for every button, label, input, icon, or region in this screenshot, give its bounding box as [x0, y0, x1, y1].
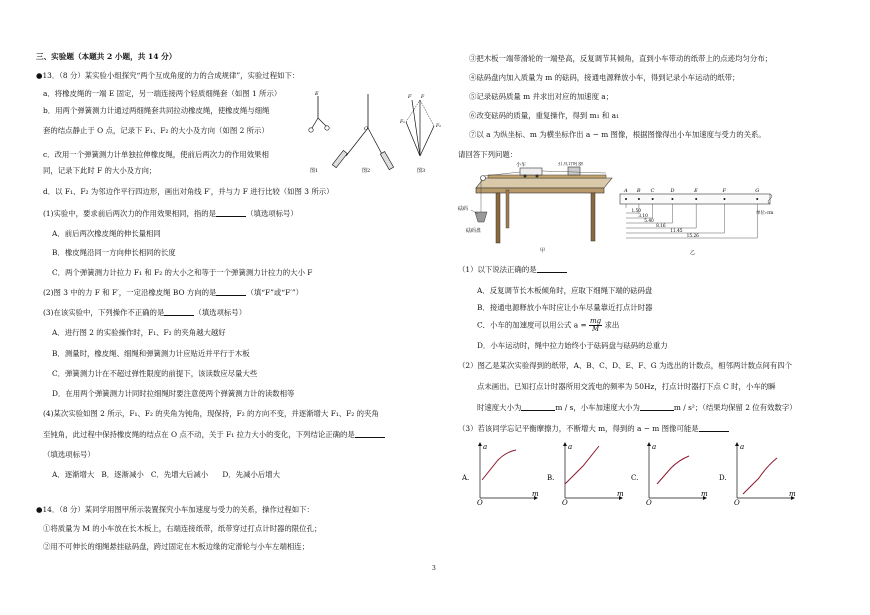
- tape-point: [723, 198, 725, 200]
- q13-part1-option-a: A．前后两次橡皮绳的伸长量相同: [52, 229, 161, 238]
- q14-step1: ①将质量为 M 的小车放在长木板上，右端连接纸带，纸带穿过打点计时器的限位孔；: [43, 524, 322, 533]
- axis-label-m: m: [617, 490, 624, 498]
- am-curve: [482, 450, 516, 480]
- tape-point: [756, 198, 758, 200]
- arrow-a-icon: [647, 442, 651, 446]
- axis-label-m: m: [532, 490, 539, 498]
- page-number: 3: [432, 565, 436, 572]
- am-graph-d: [719, 440, 797, 506]
- tape-point: [652, 198, 654, 200]
- q13-step-d: d．以 F₁、F₂ 为邻边作平行四边形，画出对角线 F′，并与力 F 进行比较（如图 3 所示）: [43, 187, 334, 196]
- tape-distance-label: 15.26: [686, 234, 699, 240]
- tape-distance-label: 11.45: [670, 229, 683, 235]
- axis-label-m: m: [701, 490, 708, 498]
- arrow-a-icon: [478, 442, 482, 446]
- apparatus-label-timer: 打点计时器: [558, 162, 584, 167]
- tape-point-label: B: [636, 188, 641, 194]
- q13-part4-line2: 至钝角，此过程中保持橡皮绳的结点在 O 点不动，关于 F₁ 拉力大小的变化，下列结论正确的是: [43, 431, 385, 438]
- q14-part2-line2: 点未画出。已知打点计时器所用交流电的频率为 50Hz，打点计时器打下点 C 时，小车的瞬: [477, 382, 776, 391]
- q13-part2-blank[interactable]: [216, 289, 246, 296]
- q14-part2-line3: 时速度大小为 m / s，小车加速度大小为 m / s²；（结果均保留 2 位有效数字）: [477, 403, 797, 412]
- apparatus-label-weights: 砝码: [458, 206, 469, 212]
- q14-acceleration-blank[interactable]: [640, 404, 674, 411]
- tape-point-label: D: [670, 188, 675, 194]
- graph-option-label: B.: [547, 474, 555, 482]
- tape-point-label: G: [755, 188, 760, 194]
- fig3-letter-f: F: [421, 95, 425, 100]
- apparatus-label-car: 小车: [516, 162, 527, 168]
- origin-label: O: [734, 499, 740, 506]
- am-curve: [743, 458, 777, 494]
- tape-distance-label: 1.50: [631, 209, 642, 215]
- tape-unit: 单位:cm: [756, 211, 774, 216]
- fig3-letter-f2: F₂: [436, 124, 441, 129]
- tape-point: [625, 198, 627, 200]
- q13-step-b-line2: 套的结点静止于 O 点，记录下 F₁、F₂ 的大小及方向（如图 2 所示）: [43, 126, 269, 135]
- q14-step4: ④砝码盘内加入质量为 m 的砝码，接通电源释放小车，得到记录小车运动的纸带；: [469, 73, 740, 82]
- tape-point-label: F: [722, 188, 726, 194]
- q13-part2: (2)图 3 中的力 F 和 F′，一定沿橡皮绳 BO 方向的是 （填“F”或“F′”）: [43, 288, 304, 297]
- q13-part3-blank[interactable]: [164, 309, 194, 316]
- am-curve: [657, 456, 689, 484]
- am-curve: [565, 446, 599, 484]
- q13-part1: (1)实验中，要求前后两次力的作用效果相同，指的是 （填选项标号）: [43, 209, 298, 218]
- q14-step3: ③把木板一端带滑轮的一端垫高，反复调节其倾角，直到小车带动的纸带上的点迹均匀分布；: [469, 54, 773, 63]
- q14-step6: ⑥改变砝码的质量，重复操作，得到 m₁ 和 a₁: [469, 111, 620, 120]
- graph-option-label: A.: [462, 474, 470, 482]
- figure-2: [332, 94, 393, 174]
- origin-label: O: [477, 499, 483, 506]
- q13-intro: ●13．（8 分）某实验小组探究“两个互成角度的力的合成规律”，实验过程如下：: [36, 71, 300, 80]
- origin-label: O: [562, 499, 568, 506]
- section-title: 三、实验题（本题共 2 小题，共 14 分）: [36, 52, 177, 61]
- q14-intro: ●14．（8 分）某同学用图甲所示装置探究小车加速度与受力的关系，操作过程如下：: [36, 505, 314, 514]
- am-graph-c: [631, 440, 709, 506]
- figure-3: [399, 94, 441, 174]
- q13-part3-option-c: C．弹簧测力计在不超过弹性限度的前提下，该读数应尽量大些: [52, 369, 258, 378]
- figure-1: [309, 91, 329, 174]
- q13-step-c-line1: c．改用一个弹簧测力计单独拉伸橡皮绳，使前后两次力的作用效果相: [43, 150, 269, 159]
- fig1-letter-e: E: [315, 91, 319, 97]
- q13-step-c-line2: 同，记录下此时 F 的大小及方向；: [43, 166, 157, 175]
- fig2-caption: 图2: [362, 168, 371, 174]
- q14-part3-blank[interactable]: [699, 425, 729, 432]
- arrow-a-icon: [735, 442, 739, 446]
- q13-part1-option-c: C．两个弹簧测力计拉力 F₁ 和 F₂ 的大小之和等于一个弹簧测力计拉力的大小 F: [52, 268, 313, 277]
- graph-option-label: D.: [719, 474, 727, 482]
- q13-part3-option-b: B．测量时，橡皮绳、细绳和弹簧测力计应贴近并平行于木板: [52, 349, 250, 358]
- fig2-letter-o: O: [364, 126, 369, 132]
- tape-point-label: A: [624, 188, 628, 194]
- q14-part1: （1）以下说法正确的是: [458, 266, 567, 273]
- fig3-caption: 图3: [417, 168, 426, 174]
- axis-label-m: m: [789, 490, 796, 498]
- q13-step-b-line1: b．用两个弹簧测力计通过两细绳套共同拉动橡皮绳，使橡皮绳与细绳: [43, 106, 270, 115]
- q13-part4-blank[interactable]: [355, 431, 385, 438]
- q14-velocity-blank[interactable]: [521, 404, 555, 411]
- q14-part3: （3）若该同学忘记平衡摩擦力，不断增大 m，得到的 a − m 图像可能是: [458, 425, 729, 432]
- am-graph-a: [462, 440, 540, 506]
- axis-label-a: a: [740, 443, 745, 451]
- q14-ask: 请回答下列问题：: [458, 150, 518, 159]
- q14-step7: ⑦以 a 为纵坐标、m 为横坐标作出 a − m 图像，根据图像得出小车加速度与受力的关系。: [469, 130, 766, 139]
- apparatus-label-tray: 砝码盘: [466, 228, 482, 234]
- am-graph-b: [547, 440, 625, 506]
- graph-option-label: C.: [631, 474, 639, 482]
- paper-tape-figure: [618, 186, 788, 256]
- fig3-letter-fp: F′: [408, 95, 413, 100]
- q14-step5: ⑤记录砝码质量 m 并求出对应的加速度 a；: [469, 92, 614, 101]
- tape-point-label: C: [650, 188, 655, 194]
- q13-part3-option-a: A．进行图 2 的实验操作时，F₁、F₂ 的夹角越大越好: [52, 328, 226, 337]
- q13-part1-option-b: B．橡皮绳沿同一方向伸长相同的长度: [52, 248, 176, 257]
- apparatus-caption: 甲: [540, 248, 546, 254]
- tape-point: [695, 198, 697, 200]
- axis-label-a: a: [483, 443, 488, 451]
- tape-dimensions: [626, 204, 757, 239]
- tape-distance-label: 8.16: [656, 224, 666, 230]
- arrow-a-icon: [563, 442, 567, 446]
- q14-part1-option-b: B．接通电源释放小车时应让小车尽量靠近打点计时器: [477, 303, 653, 312]
- axis-label-a: a: [568, 443, 573, 451]
- q13-part3: (3)在该实验中，下列操作不正确的是 （填选项标号）: [43, 308, 247, 317]
- origin-label: O: [646, 499, 652, 506]
- q13-part1-blank[interactable]: [216, 210, 246, 217]
- q13-part4-line3: （填选项标号）: [43, 450, 95, 459]
- tape-point-label: E: [694, 188, 698, 194]
- fig1-caption: 图1: [310, 168, 319, 174]
- axis-label-a: a: [652, 443, 657, 451]
- fig3-letter-f1: F₁: [400, 120, 405, 125]
- q13-step-a: a．将橡皮绳的一端 E 固定，另一端连接两个轻质细绳套（如图 1 所示）: [43, 89, 282, 98]
- q14-part1-option-c: C．小车的加速度可以用公式 a = $\frac{mg}{M}$ 求出: [477, 317, 620, 333]
- q14-part2-line1: （2）图乙是某次实验得到的纸带，A、B、C、D、E、F、G 为选出的计数点，相邻两计数点间有四个: [458, 361, 793, 370]
- q14-part1-option-a: A．反复调节长木板倾角时，应取下细绳下端的砝码盘: [477, 286, 653, 295]
- q13-part3-option-d: D．在用两个弹簧测力计同时拉细绳时要注意使两个弹簧测力计的读数相等: [52, 389, 295, 398]
- q14-part1-blank[interactable]: [537, 266, 567, 273]
- q13-figures: [300, 86, 450, 178]
- tape-caption: 乙: [690, 250, 696, 256]
- tape-point: [671, 198, 673, 200]
- q14-part1-option-d: D．小车运动时，绳中拉力始终小于砝码盘与砝码的总重力: [477, 341, 668, 350]
- tape-distance-label: 5.40: [644, 219, 654, 225]
- q14-step2: ②用不可伸长的细绳悬挂砝码盘，跨过固定在木板边缘的定滑轮与小车左端相连；: [43, 542, 310, 551]
- q13-part4-options: A．逐渐增大 B．逐渐减小 C．先增大后减小 D．先减小后增大: [52, 470, 280, 479]
- tape-distance-label: 3.10: [638, 214, 648, 220]
- formula-fraction: $\frac{mg}{M}$: [590, 317, 602, 333]
- apparatus-figure: [456, 162, 616, 257]
- q13-part4-line1: (4)某次实验如图 2 所示，F₁、F₂ 的夹角为钝角，现保持，F₂ 的方向不变，并逐渐增大 F₁、F₂ 的夹角: [43, 409, 379, 418]
- tape-point: [638, 198, 640, 200]
